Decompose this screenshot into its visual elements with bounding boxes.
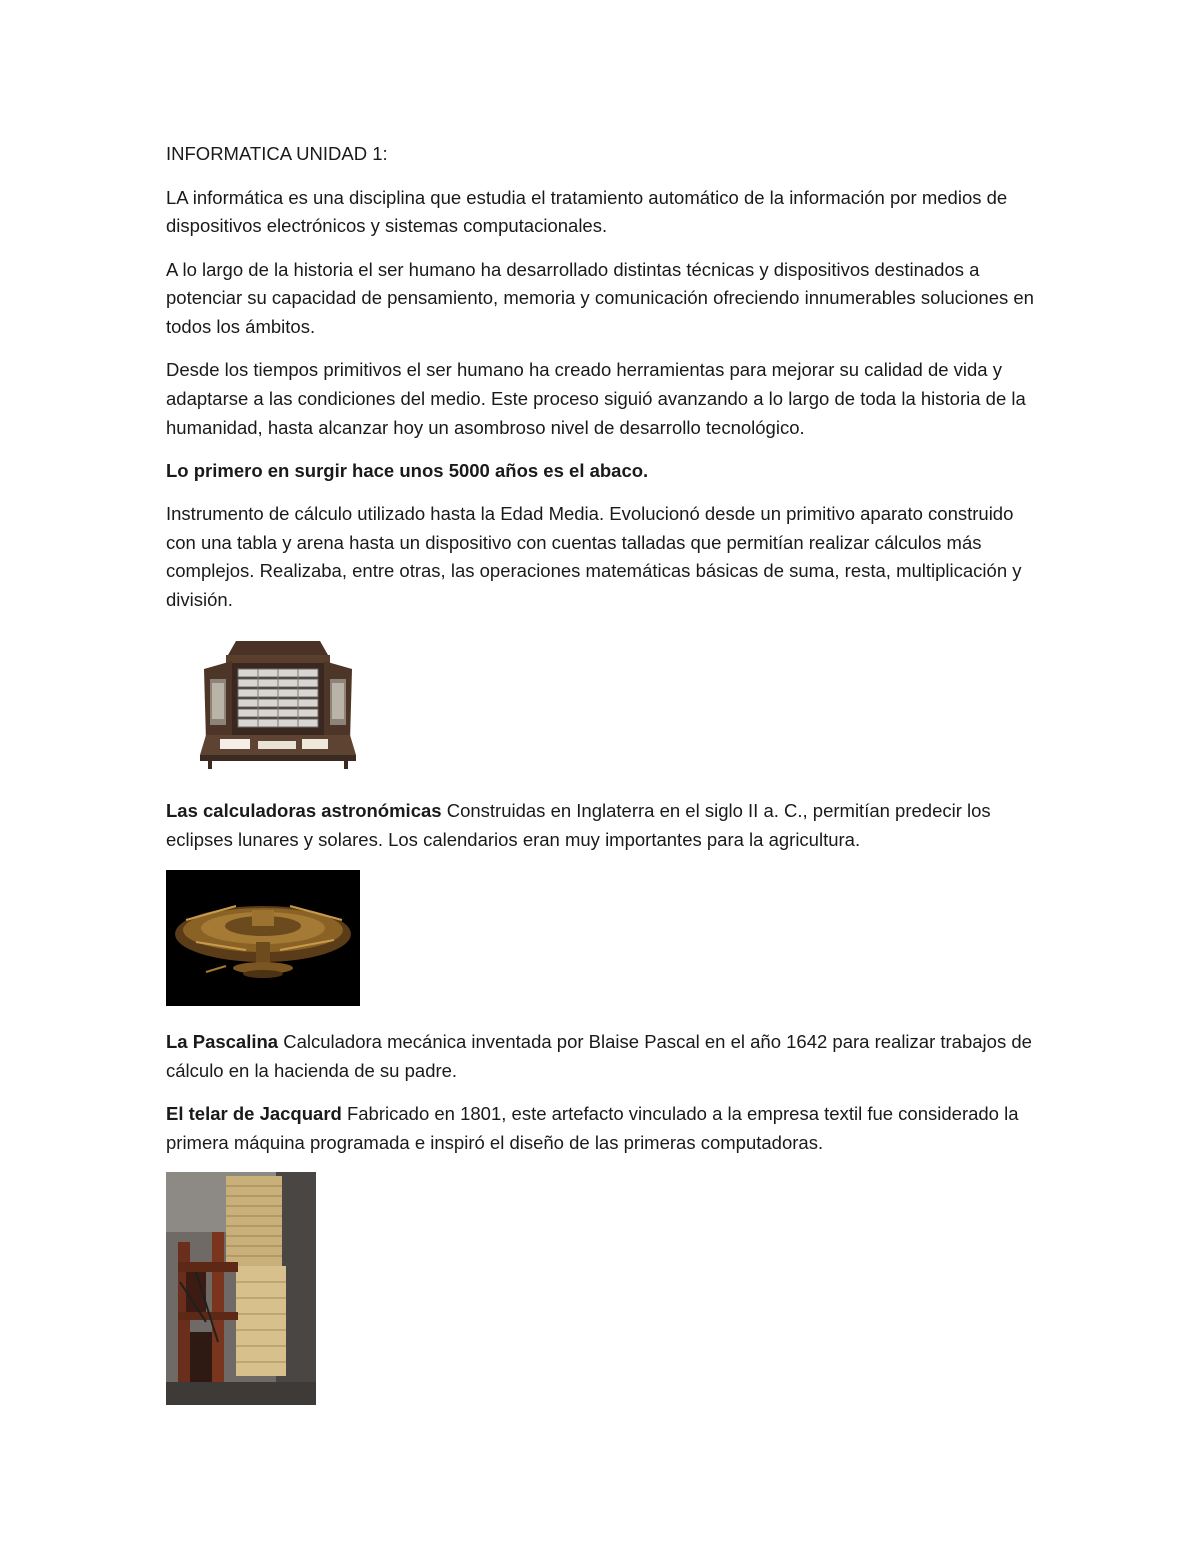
astro-text: Construidas en Inglaterra en el siglo II a. C., permitían predecir los eclipses lunares y solares. Los calendarios eran muy importantes para la agricultura. bbox=[166, 799, 991, 850]
paragraph-pascaline bbox=[166, 1028, 1046, 1085]
astro-term: Las calculadoras astronómicas bbox=[166, 799, 442, 821]
document-page bbox=[166, 140, 1046, 1405]
paragraph-intro: LA informática es una disciplina que estudia el tratamiento automático de la información por medios de dispositivos electrónicos y sistemas computacionales. bbox=[166, 186, 1008, 237]
abacus-image bbox=[198, 631, 358, 771]
paragraph-history: A lo largo de la historia el ser humano ha desarrollado distintas técnicas y dispositivos destinados a potenciar su capacidad de pensamiento, memoria y comunicación ofreciendo innumerables soluciones en todos los ámbitos. bbox=[166, 258, 1034, 338]
paragraph-abacus: Instrumento de cálculo utilizado hasta la Edad Media. Evolucionó desde un primitivo aparato construido con una tabla y arena hasta un dispositivo con cuentas talladas que permitían realizar cálculos más complejos. Realizaba, entre otras, las operaciones matemáticas básicas de suma, resta, multiplicación y división. bbox=[166, 503, 1022, 611]
abacus-heading bbox=[166, 457, 1046, 486]
pascaline-text: Calculadora mecánica inventada por Blaise Pascal en el año 1642 para realizar trabajos de cálculo en la hacienda de su padre. bbox=[166, 1031, 1032, 1081]
jacquard-term: El telar de Jacquard bbox=[166, 1103, 342, 1125]
jacquard-text: Fabricado en 1801, este artefacto vinculado a la empresa textil fue considerado la primera máquina programada e inspiró el diseño de las primeras computadoras. bbox=[166, 1103, 1019, 1153]
paragraph-primitive: Desde los tiempos primitivos el ser humano ha creado herramientas para mejorar su calidad de vida y adaptarse a las condiciones del medio. Este proceso siguió avanzando a lo largo de toda la historia de la humanidad, hasta alcanzar hoy un asombroso nivel de desarrollo tecnológico. bbox=[166, 359, 1026, 438]
document-title: INFORMATICA UNIDAD 1: bbox=[166, 143, 388, 164]
jacquard-loom-image bbox=[166, 1172, 316, 1405]
paragraph-jacquard bbox=[166, 1100, 1046, 1157]
paragraph-astro bbox=[166, 797, 1046, 854]
astronomical-calculator-image bbox=[166, 870, 360, 1006]
pascaline-term: La Pascalina bbox=[166, 1031, 279, 1053]
abacus-heading-text: Lo primero en surgir hace unos 5000 años es el abaco. bbox=[166, 459, 649, 481]
